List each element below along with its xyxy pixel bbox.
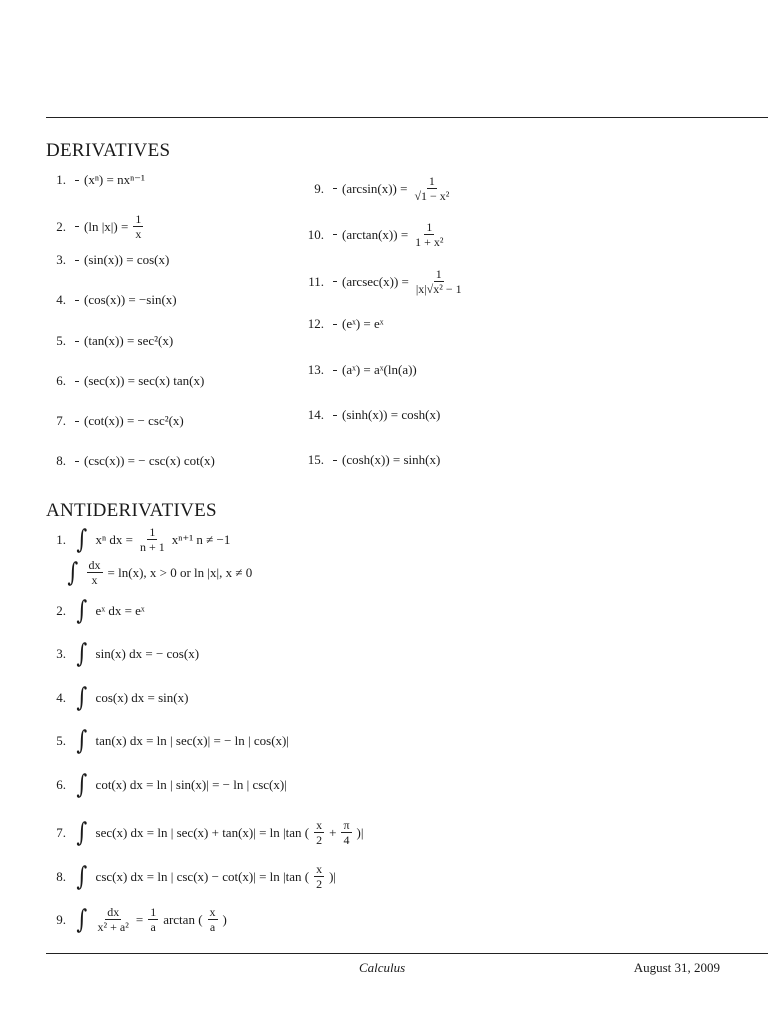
result-fraction bbox=[133, 212, 143, 241]
formula-number: 10. bbox=[307, 226, 324, 242]
formula-expression: (sec(x)) = sec(x) tan(x) bbox=[84, 373, 205, 388]
result-fraction-denominator: √1 − x² bbox=[414, 189, 450, 203]
formula-fraction-numerator: 1 bbox=[149, 525, 156, 539]
result-fraction bbox=[412, 174, 451, 203]
derivative-operator-numerator bbox=[333, 460, 337, 461]
formula-expression: (sinh(x)) = cosh(x) bbox=[342, 407, 441, 422]
footer-date: August 31, 2009 bbox=[633, 960, 720, 975]
formula-result: = ln(x), x > 0 or ln |x|, x ≠ 0 bbox=[107, 564, 253, 580]
integral-sign: ∫ bbox=[67, 557, 79, 588]
formula-fraction-numerator: x bbox=[316, 862, 323, 876]
derivative-operator bbox=[75, 341, 79, 342]
formula-expression: (arcsec(x)) = bbox=[342, 273, 409, 289]
integral-sign: ∫ bbox=[76, 596, 88, 626]
antiderivative-formula-9 bbox=[52, 862, 336, 891]
formula-expression: (cos(x)) = −sin(x) bbox=[84, 292, 177, 307]
formula-number: 8. bbox=[56, 453, 66, 468]
derivative-operator bbox=[333, 415, 337, 416]
formula-expression: (cot(x)) = − csc²(x) bbox=[84, 413, 184, 428]
formula-number: 7. bbox=[56, 824, 66, 840]
formula-fraction-3-numerator: x bbox=[209, 905, 216, 919]
formula-number: 7. bbox=[56, 413, 66, 428]
derivative-operator-numerator bbox=[75, 341, 79, 342]
derivative-formula-9 bbox=[300, 174, 451, 203]
derivative-formula-4 bbox=[52, 292, 177, 308]
derivative-operator bbox=[333, 324, 337, 325]
formula-expression: (tan(x)) = sec²(x) bbox=[84, 333, 174, 348]
derivative-formula-14 bbox=[300, 407, 440, 423]
antiderivative-formula-1 bbox=[52, 525, 230, 554]
result-fraction-numerator: 1 bbox=[435, 267, 442, 281]
formula-fraction-3 bbox=[208, 905, 218, 934]
formula-number: 14. bbox=[307, 407, 324, 422]
antiderivative-formula-3 bbox=[52, 596, 145, 626]
footer-course: Calculus bbox=[359, 960, 406, 975]
formula-expression: cos(x) dx = sin(x) bbox=[95, 690, 189, 705]
formula-expression: (sin(x)) = cos(x) bbox=[84, 252, 170, 267]
antiderivative-formula-4 bbox=[52, 639, 200, 669]
result-fraction-denominator: x bbox=[135, 227, 142, 241]
formula-expression: (csc(x)) = − csc(x) cot(x) bbox=[84, 453, 215, 468]
formula-number: 13. bbox=[307, 362, 324, 377]
formula-number: 2. bbox=[56, 603, 66, 618]
formula-fraction-2-numerator: π bbox=[343, 818, 350, 832]
integral-sign: ∫ bbox=[76, 904, 88, 935]
integral-sign: ∫ bbox=[76, 770, 88, 800]
result-fraction bbox=[413, 220, 445, 249]
formula-result: )| bbox=[329, 868, 337, 884]
derivative-operator bbox=[75, 180, 79, 181]
derivative-formula-13 bbox=[300, 362, 417, 378]
formula-expression: cot(x) dx = ln | sin(x)| = − ln | csc(x)| bbox=[95, 777, 287, 792]
derivative-operator bbox=[75, 300, 79, 301]
antiderivative-formula-7 bbox=[52, 770, 287, 800]
formula-expression: eˣ dx = eˣ bbox=[95, 603, 145, 618]
result-fraction-numerator: 1 bbox=[135, 212, 142, 226]
derivative-formula-2 bbox=[52, 212, 143, 241]
result-fraction bbox=[414, 267, 464, 296]
formula-number: 3. bbox=[56, 646, 66, 661]
formula-number: 8. bbox=[56, 868, 66, 884]
formula-fraction bbox=[314, 862, 324, 891]
formula-fraction-2-numerator: 1 bbox=[150, 905, 157, 919]
formula-fraction-2-denominator: 4 bbox=[343, 833, 350, 847]
formula-number: 2. bbox=[56, 218, 66, 234]
derivative-formula-7 bbox=[52, 413, 184, 429]
formula-number: 4. bbox=[56, 690, 66, 705]
antiderivative-formula-10 bbox=[52, 905, 227, 934]
formula-fraction-2 bbox=[148, 905, 158, 934]
formula-expression: sec(x) dx = ln | sec(x) + tan(x)| = ln |tan ( bbox=[95, 824, 310, 840]
formula-fraction bbox=[87, 558, 103, 587]
formula-number: 12. bbox=[307, 316, 324, 331]
formula-fraction bbox=[96, 905, 131, 934]
formula-expression: (arcsin(x)) = bbox=[342, 180, 408, 196]
derivative-operator-numerator bbox=[75, 421, 79, 422]
formula-expression: (xⁿ) = nxⁿ⁻¹ bbox=[84, 172, 145, 187]
result-fraction-numerator: 1 bbox=[426, 220, 433, 234]
antiderivative-formula-6 bbox=[52, 726, 289, 756]
formula-expression: (aˣ) = aˣ(ln(a)) bbox=[342, 362, 417, 377]
derivative-operator-numerator bbox=[75, 300, 79, 301]
derivative-operator-numerator bbox=[75, 180, 79, 181]
integral-sign: ∫ bbox=[76, 639, 88, 669]
derivative-formula-3 bbox=[52, 252, 169, 268]
formula-number: 5. bbox=[56, 333, 66, 348]
formula-number: 1. bbox=[56, 531, 66, 547]
result-fraction-numerator: 1 bbox=[428, 174, 435, 188]
formula-operator: + bbox=[329, 824, 337, 840]
formula-number: 6. bbox=[56, 373, 66, 388]
derivative-formula-12 bbox=[300, 316, 384, 332]
derivative-operator-numerator bbox=[333, 415, 337, 416]
antiderivatives-heading: ANTIDERIVATIVES bbox=[46, 500, 217, 521]
formula-fraction-3-denominator: a bbox=[209, 920, 216, 934]
formula-result: xⁿ⁺¹ n ≠ −1 bbox=[171, 531, 231, 547]
formula-number: 4. bbox=[56, 292, 66, 307]
antiderivative-formula-2 bbox=[66, 558, 252, 587]
formula-fraction bbox=[138, 525, 167, 554]
derivative-operator bbox=[75, 226, 79, 227]
result-fraction-denominator: 1 + x² bbox=[415, 235, 444, 249]
derivative-formula-11 bbox=[300, 267, 464, 296]
formula-fraction-denominator: x bbox=[91, 573, 98, 587]
formula-number: 1. bbox=[56, 172, 66, 187]
formula-expression: (ln |x|) = bbox=[84, 218, 129, 234]
antiderivative-formula-5 bbox=[52, 683, 189, 713]
formula-expression: csc(x) dx = ln | csc(x) − cot(x)| = ln |tan ( bbox=[95, 868, 310, 884]
formula-fraction-denominator: 2 bbox=[316, 877, 323, 891]
derivative-operator bbox=[333, 281, 337, 282]
result-fraction-denominator: |x|√x² − 1 bbox=[415, 282, 462, 296]
derivative-operator bbox=[333, 460, 337, 461]
formula-tail: ) bbox=[222, 911, 227, 927]
derivatives-heading: DERIVATIVES bbox=[46, 140, 171, 161]
derivative-formula-5 bbox=[52, 333, 173, 349]
formula-operator: = bbox=[135, 911, 144, 927]
top-rule bbox=[46, 117, 768, 118]
formula-expression: sin(x) dx = − cos(x) bbox=[95, 646, 200, 661]
derivative-operator bbox=[333, 188, 337, 189]
formula-expression: xⁿ dx = bbox=[95, 531, 133, 547]
integral-sign: ∫ bbox=[76, 683, 88, 713]
derivative-formula-10 bbox=[300, 220, 446, 249]
derivative-operator-numerator bbox=[333, 188, 337, 189]
formula-number: 5. bbox=[56, 733, 66, 748]
formula-number: 6. bbox=[56, 777, 66, 792]
derivative-formula-6 bbox=[52, 373, 204, 389]
derivative-operator-numerator bbox=[333, 234, 337, 235]
formula-expression: (arctan(x)) = bbox=[342, 226, 409, 242]
formula-fraction-2-denominator: a bbox=[150, 920, 156, 934]
formula-fraction-2 bbox=[341, 818, 351, 847]
derivative-operator-numerator bbox=[333, 281, 337, 282]
formula-number: 3. bbox=[56, 252, 66, 267]
formula-fraction-denominator: x² + a² bbox=[97, 920, 129, 934]
formula-fraction-numerator: dx bbox=[107, 905, 120, 919]
derivative-operator-numerator bbox=[75, 461, 79, 462]
formula-fraction bbox=[314, 818, 324, 847]
derivative-operator-numerator bbox=[75, 226, 79, 227]
formula-fraction-numerator: dx bbox=[88, 558, 101, 572]
formula-fraction-denominator: 2 bbox=[316, 833, 323, 847]
derivative-operator bbox=[75, 381, 79, 382]
integral-sign: ∫ bbox=[76, 861, 88, 892]
integral-sign: ∫ bbox=[76, 524, 88, 555]
formula-expression: tan(x) dx = ln | sec(x)| = − ln | cos(x)| bbox=[95, 733, 289, 748]
derivative-operator-numerator bbox=[333, 324, 337, 325]
derivative-operator bbox=[75, 260, 79, 261]
formula-expression: (eˣ) = eˣ bbox=[342, 316, 384, 331]
antiderivative-formula-8 bbox=[52, 818, 363, 847]
derivative-operator-numerator bbox=[75, 381, 79, 382]
formula-fraction-denominator: n + 1 bbox=[139, 540, 165, 554]
bottom-rule bbox=[46, 953, 768, 954]
integral-sign: ∫ bbox=[76, 726, 88, 756]
formula-number: 15. bbox=[307, 452, 324, 467]
formula-number: 11. bbox=[308, 273, 324, 289]
formula-fraction-numerator: x bbox=[316, 818, 323, 832]
derivative-operator-numerator bbox=[75, 260, 79, 261]
derivative-operator bbox=[75, 421, 79, 422]
formula-number: 9. bbox=[56, 911, 66, 927]
derivative-formula-1 bbox=[52, 172, 145, 188]
formula-number: 9. bbox=[314, 180, 324, 196]
derivative-formula-15 bbox=[300, 452, 440, 468]
derivative-operator bbox=[333, 370, 337, 371]
derivative-operator bbox=[75, 461, 79, 462]
integral-sign: ∫ bbox=[76, 817, 88, 848]
derivative-operator bbox=[333, 234, 337, 235]
derivative-formula-8 bbox=[52, 453, 215, 469]
formula-result: )| bbox=[356, 824, 364, 840]
formula-expression: (cosh(x)) = sinh(x) bbox=[342, 452, 441, 467]
formula-result: arctan ( bbox=[163, 911, 203, 927]
derivative-operator-numerator bbox=[333, 370, 337, 371]
